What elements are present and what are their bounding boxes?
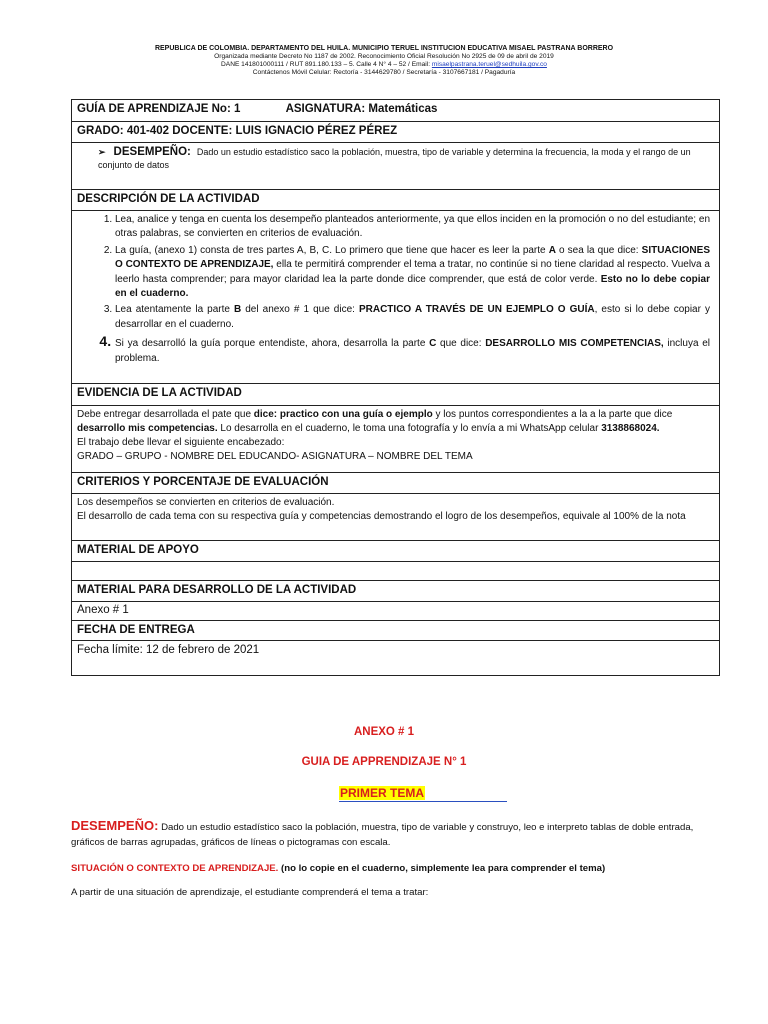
guide-number: GUÍA DE APRENDIZAJE No: 1 <box>77 103 241 115</box>
criterios-line-2: El desarrollo de cada tema con su respectiva guía y competencias demostrando el logro de los desempeños, equivale al 100% de la nota <box>77 511 686 522</box>
anexo-title: ANEXO # 1 <box>353 726 415 738</box>
evidencia-heading-note: El trabajo debe llevar el siguiente encabezado: <box>77 437 285 448</box>
situacion-label: SITUACIÓN O CONTEXTO DE APRENDIZAJE. <box>71 863 279 874</box>
letterhead-contact <box>0 61 768 69</box>
material-apoyo-header: MATERIAL DE APOYO <box>72 541 719 562</box>
email-link[interactable]: misaelpastrana.teruel@sedhuila.gov.co <box>431 61 547 68</box>
fecha-limite: Fecha límite: 12 de febrero de 2021 <box>72 641 719 676</box>
anexo-subtitle: GUIA DE APPRENDIZAJE N° 1 <box>301 756 467 768</box>
material-desarrollo-header: MATERIAL PARA DESARROLLO DE LA ACTIVIDAD <box>72 581 719 602</box>
step-4: 4. Si ya desarrolló la guía porque entendiste, ahora, desarrolla la parte C que dice: DESARROLLO MIS COMPETENCIAS, incluya el problema. <box>115 334 714 366</box>
primer-tema-underline <box>339 801 507 802</box>
desempeno-row <box>72 143 719 190</box>
step-2: 2. La guía, (anexo 1) consta de tres partes A, B, C. Lo primero que tiene que hacer es leer la parte A o sea la que dice: SITUACIONES O CONTEXTO DE APRENDIZAJE, ella te permitirá comprender el tema a tratar, no continúe si no tiene claridad al respecto. Vuelva a leerlo hasta comprender; para mayor claridad lea la parte donde dice comprender, que está de color verde. Esto no lo debe copiar en el cuaderno. <box>115 244 714 302</box>
evidencia-body <box>72 406 719 473</box>
anexo-reference: Anexo # 1 <box>72 602 719 621</box>
step-1: 1. Lea, analice y tenga en cuenta los desempeño planteados anteriormente, ya que ellos inciden en la promoción o no del estudiante; en otras palabras, se convierten en criterios de evaluación. <box>115 213 714 242</box>
desempeno-label: DESEMPEÑO: <box>113 146 191 158</box>
letterhead-title: REPUBLICA DE COLOMBIA. DEPARTAMENTO DEL HUILA. MUNICIPIO TERUEL INSTITUCION EDUCATIVA MISAEL PASTRANA BORRERO <box>154 45 614 52</box>
guide-title-row <box>72 100 719 122</box>
criterios-line-1: Los desempeños se convierten en criterios de evaluación. <box>77 497 335 508</box>
letterhead-decree: Organizada mediante Decreto No 1187 de 2002. Reconocimiento Oficial Resolución No 2925 de 09 de abril de 2019 <box>214 53 554 60</box>
descripcion-list-row <box>72 213 719 384</box>
activity-steps <box>77 213 714 366</box>
situacion-note: (no lo copie en el cuaderno, simplemente lea para comprender el tema) <box>278 863 606 874</box>
descripcion-header: DESCRIPCIÓN DE LA ACTIVIDAD <box>72 190 719 211</box>
anexo-desempeno-label: DESEMPEÑO: <box>71 818 159 833</box>
criterios-body <box>72 494 719 541</box>
step-3: 3. Lea atentamente la parte B del anexo # 1 que dice: PRACTICO A TRAVÉS DE UN EJEMPLO O GUÍA, esto si lo debe copiar y desarrollar en el cuaderno. <box>115 303 714 332</box>
evidencia-instructions: Debe entregar desarrollada el pate que dice: practico con una guía o ejemplo y los puntos correspondientes a la a la parte que dice desarrollo mis competencias. Lo desarrolla en el cuaderno, le toma una fotografía y lo envía a mi WhatsApp celular 3138868024. <box>77 409 673 434</box>
anexo-desempeno-text: Dado un estudio estadístico saco la población, muestra, tipo de variable y construyo, leo e interpreto tablas de doble entrada, gráficos de barras agrupadas, gráficos de líneas o pictogramas con escala. <box>71 822 694 848</box>
situacion-intro: A partir de una situación de aprendizaje, el estudiante comprenderá el tema a tratar: <box>71 887 429 898</box>
fecha-header: FECHA DE ENTREGA <box>72 621 719 641</box>
situacion-line <box>71 861 721 876</box>
arrow-bullet-icon: ➢ <box>98 147 106 157</box>
letterhead-phones: Contáctenos Móvil Celular: Rectoría - 3144629780 / Secretaría - 3107667181 / Pagaduría <box>252 69 516 76</box>
criterios-header: CRITERIOS Y PORCENTAJE DE EVALUACIÓN <box>72 473 719 494</box>
desempeno-text: Dado un estudio estadístico saco la población, muestra, tipo de variable y determina la frecuencia, la moda y el rango de un conjunto de datos <box>98 147 691 170</box>
letterhead-dane: DANE 141801000111 / RUT 891.180.133 – 5. Calle 4 N° 4 – 52 / Email: <box>221 61 432 68</box>
grade-teacher: GRADO: 401-402 DOCENTE: LUIS IGNACIO PÉREZ PÉREZ <box>72 122 719 143</box>
material-apoyo-empty <box>72 562 719 581</box>
evidencia-heading-format: GRADO – GRUPO - NOMBRE DEL EDUCANDO- ASIGNATURA – NOMBRE DEL TEMA <box>77 451 473 462</box>
evidencia-header: EVIDENCIA DE LA ACTIVIDAD <box>72 384 719 406</box>
guide-table <box>71 99 720 676</box>
subject: ASIGNATURA: Matemáticas <box>285 103 438 115</box>
anexo-desempeno <box>71 818 721 850</box>
primer-tema-heading: PRIMER TEMA <box>340 786 424 800</box>
